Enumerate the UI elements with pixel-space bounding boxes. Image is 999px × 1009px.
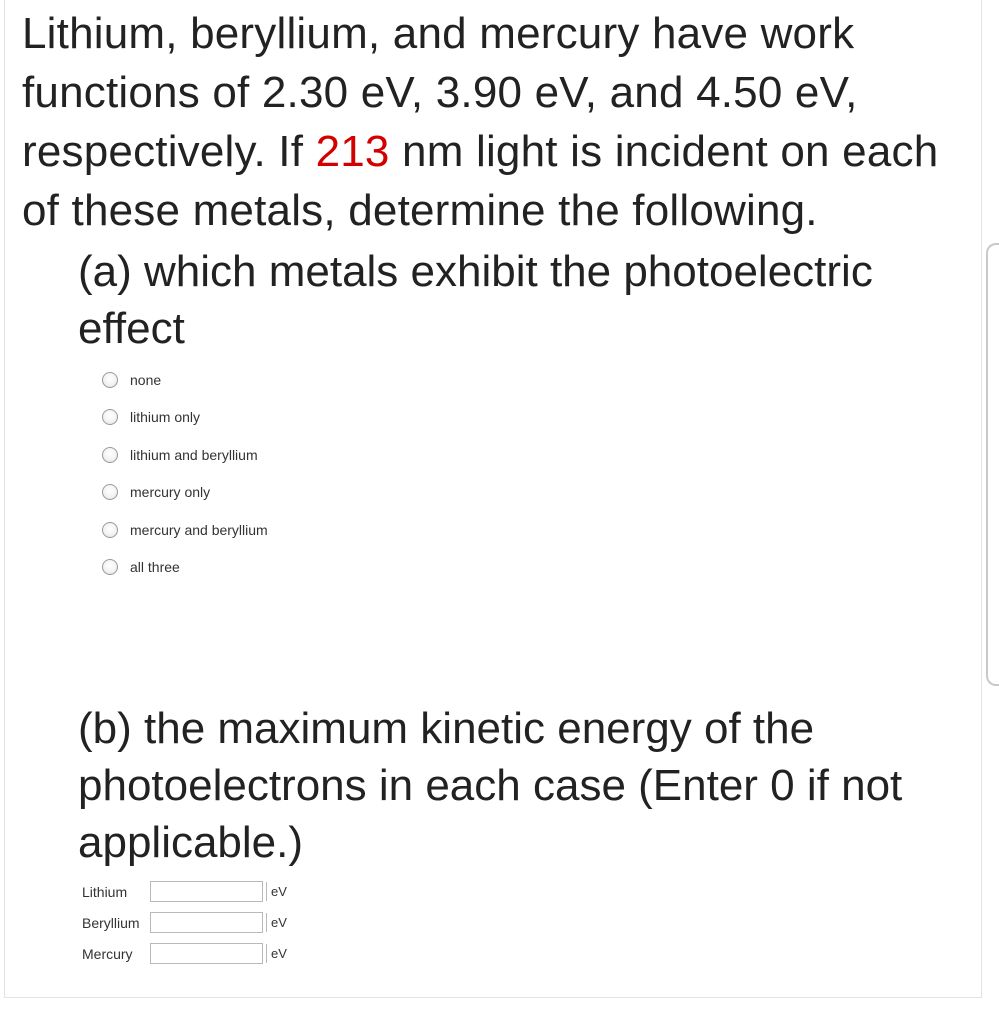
option-label: mercury only	[130, 484, 211, 501]
answer-row-mercury	[82, 938, 287, 969]
answer-label: Beryllium	[82, 914, 140, 931]
option-label: all three	[130, 559, 180, 576]
kinetic-energy-answers	[82, 876, 287, 969]
radio-button[interactable]	[102, 484, 118, 500]
part-a-title: (a) which metals exhibit the photoelectric effect	[78, 247, 873, 353]
option-all-three[interactable]	[102, 549, 268, 587]
unit-label: eV	[266, 944, 287, 963]
side-scroll-handle[interactable]	[986, 243, 999, 686]
option-label: lithium and beryllium	[130, 446, 258, 463]
radio-button[interactable]	[102, 372, 118, 388]
radio-button[interactable]	[102, 522, 118, 538]
answer-row-lithium	[82, 876, 287, 907]
unit-label: eV	[266, 913, 287, 932]
answer-row-beryllium	[82, 907, 287, 938]
question-text-after: nm light is incident on each of these metals, determine the following.	[22, 127, 939, 235]
lithium-energy-input[interactable]	[150, 881, 263, 902]
option-mercury-only[interactable]	[102, 474, 268, 512]
question-text-before: Lithium, beryllium, and mercury have work functions of 2.30 eV, 3.90 eV, and 4.50 eV, respectively. If	[22, 9, 858, 176]
option-label: lithium only	[130, 409, 201, 426]
option-label: none	[130, 371, 162, 388]
option-lithium-only[interactable]	[102, 399, 268, 437]
radio-button[interactable]	[102, 409, 118, 425]
beryllium-energy-input[interactable]	[150, 912, 263, 933]
answer-label: Mercury	[82, 945, 133, 962]
radio-button[interactable]	[102, 447, 118, 463]
option-lithium-and-beryllium[interactable]	[102, 436, 268, 474]
part-b-title: (b) the maximum kinetic energy of the photoelectrons in each case (Enter 0 if not applicable.)	[78, 704, 903, 867]
photoelectric-options	[102, 361, 268, 586]
option-label: mercury and beryllium	[130, 521, 268, 538]
option-none[interactable]	[102, 361, 268, 399]
answer-label: Lithium	[82, 883, 128, 900]
unit-label: eV	[266, 882, 287, 901]
option-mercury-and-beryllium[interactable]	[102, 511, 268, 549]
question-text	[22, 4, 982, 240]
wavelength-value: 213	[315, 127, 390, 176]
mercury-energy-input[interactable]	[150, 943, 263, 964]
radio-button[interactable]	[102, 559, 118, 575]
